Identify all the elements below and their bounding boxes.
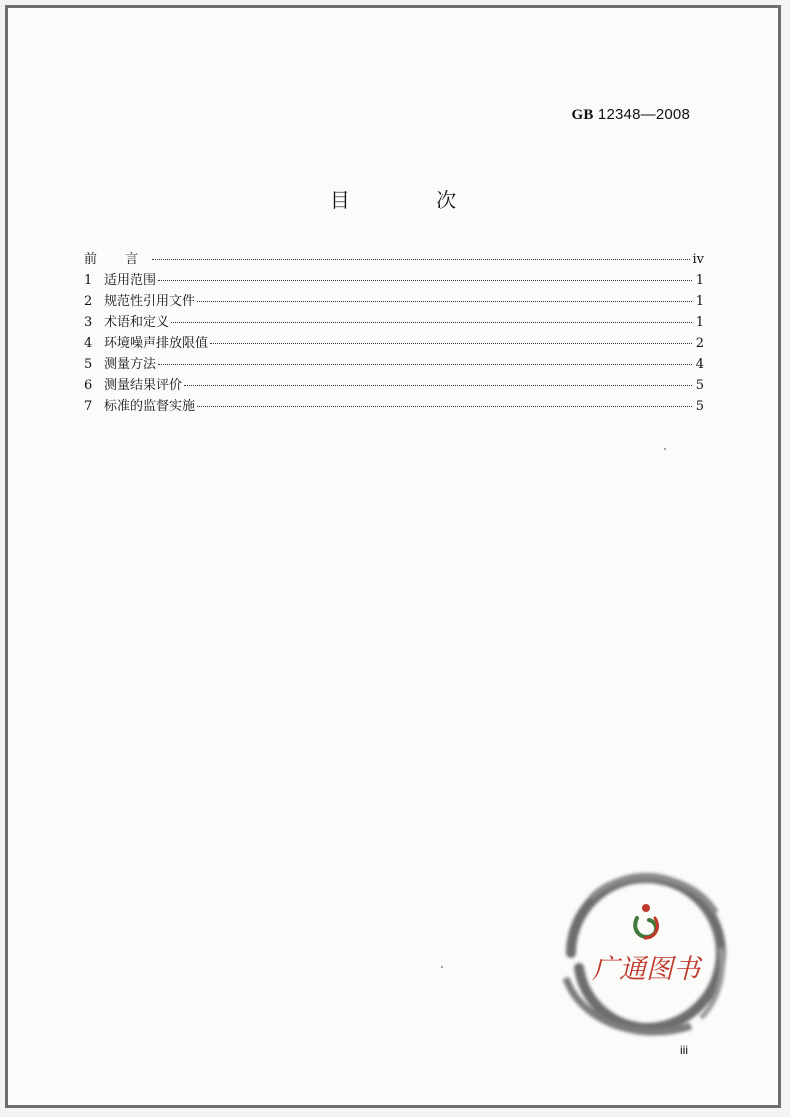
toc-number: 6 [84,378,93,393]
toc-leader-dots [184,385,692,386]
toc-label: 标准的监督实施 [104,399,196,414]
toc-leader-dots [171,322,692,323]
toc-label: 前 言 [84,252,151,267]
toc-leader-dots [210,343,692,344]
toc-leader-dots [197,406,692,407]
seal-text: 广通图书 [592,954,700,985]
toc-entry-preface[interactable] [84,248,704,269]
toc-leader-dots [152,259,690,260]
toc-leader-dots [158,280,692,281]
toc-entry-6[interactable] [84,374,704,395]
toc-number: 5 [84,357,93,372]
toc-number: 1 [84,273,93,288]
toc-page-number: 1 [695,315,704,330]
standard-code [571,106,690,124]
toc-page-number: 2 [695,336,704,351]
document-page [5,5,781,1108]
toc-entry-7[interactable] [84,395,704,416]
toc-entry-1[interactable] [84,269,704,290]
toc-label: 环境噪声排放限值 [104,336,209,351]
toc-number: 2 [84,294,93,309]
standard-number: 12348—2008 [597,106,690,123]
toc-entry-3[interactable] [84,311,704,332]
toc-number: 3 [84,315,93,330]
toc-leader-dots [197,301,692,302]
page-number: iii [680,1043,688,1057]
standard-prefix: GB [571,107,594,123]
paper-speck [441,966,443,968]
toc-label: 适用范围 [104,273,157,288]
toc-leader-dots [158,364,692,365]
toc-title: 目 次 [329,188,497,212]
toc-number: 4 [84,336,93,351]
toc-label: 测量方法 [104,357,157,372]
toc-number: 7 [84,399,93,414]
toc-entry-4[interactable] [84,332,704,353]
paper-speck [664,448,666,450]
table-of-contents [84,248,704,416]
toc-page-number: 5 [695,378,704,393]
toc-page-number: 1 [695,294,704,309]
toc-entry-5[interactable] [84,353,704,374]
toc-page-number: 5 [695,399,704,414]
toc-label: 术语和定义 [104,315,170,330]
toc-page-number: 4 [695,357,704,372]
publisher-seal-stamp [551,858,741,1048]
toc-page-number: iv [692,252,704,267]
toc-page-number: 1 [695,273,704,288]
toc-entry-2[interactable] [84,290,704,311]
toc-label: 测量结果评价 [104,378,183,393]
toc-label: 规范性引用文件 [104,294,196,309]
